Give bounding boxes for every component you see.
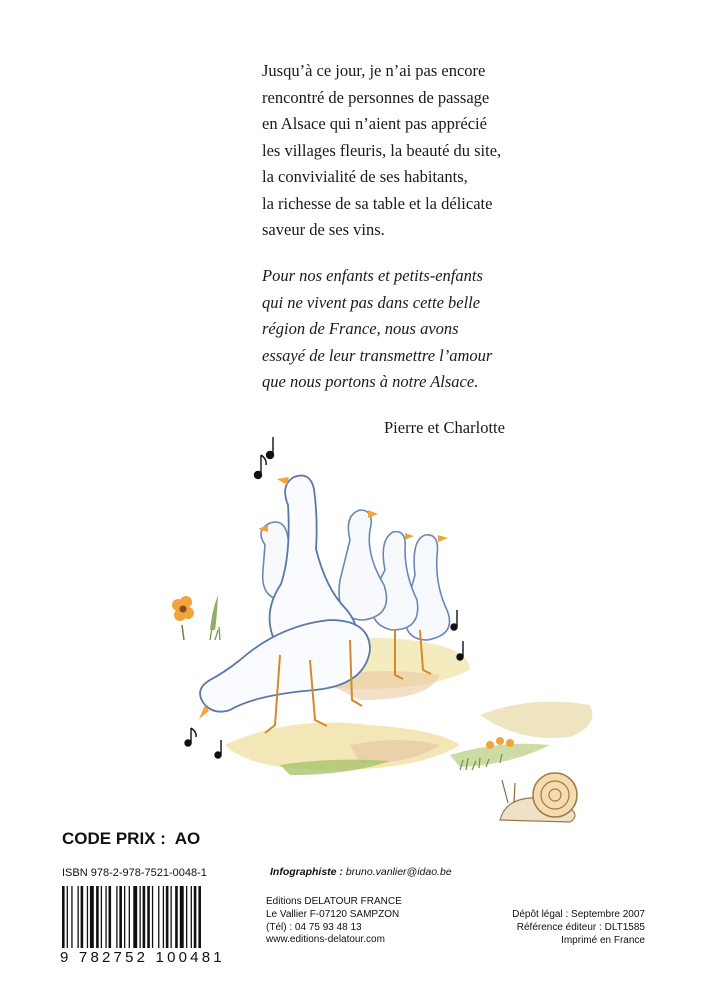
dedication-line: Pour nos enfants et petits-enfants [262, 266, 483, 285]
dedication-line: qui ne vivent pas dans cette belle [262, 292, 481, 312]
dedication-line: essayé de leur transmettre l’amour [262, 345, 493, 365]
poem-line: saveur de ses vins. [262, 220, 385, 239]
barcode-icon [60, 886, 248, 948]
poem-line: rencontré de personnes de passage [262, 87, 490, 107]
dedication-line: que nous portons à notre Alsace. [262, 372, 479, 391]
infographiste-email[interactable]: bruno.vanlier@idao.be [345, 866, 452, 878]
poem-line: la richesse de sa table et la délicate [262, 193, 493, 213]
isbn: ISBN 978-2-978-7521-0048-1 [62, 867, 207, 879]
legal-deposit: Dépôt légal : Septembre 2007 [512, 909, 645, 920]
price-label: CODE PRIX : [62, 829, 166, 848]
infographiste-credit [270, 866, 452, 878]
publisher-phone: (Tél) : 04 75 93 48 13 [266, 921, 362, 933]
poem-text [262, 58, 562, 244]
dedication-line: région de France, nous avons [262, 319, 459, 338]
printed-in: Imprimé en France [561, 934, 645, 946]
publisher-reference: Référence éditeur : DLT1585 [516, 921, 645, 933]
barcode-digits: 9 782752 100481 [60, 949, 225, 966]
geese-snail-illustration [170, 425, 610, 835]
publisher-name: Editions DELATOUR FRANCE [266, 896, 402, 907]
publisher-info [266, 896, 402, 947]
price-value: AO [174, 829, 201, 848]
legal-info [512, 909, 645, 947]
price-code [62, 829, 200, 849]
signature: Pierre et Charlotte [384, 418, 505, 437]
poem-line: la convivialité de ses habitants, [262, 167, 468, 186]
poem-line: en Alsace qui n’aient pas apprécié [262, 114, 487, 133]
poem-line: Jusqu’à ce jour, je n’ai pas encore [262, 61, 486, 80]
publisher-website[interactable]: www.editions-delatour.com [266, 934, 385, 946]
poem-line: les villages fleuris, la beauté du site, [262, 140, 502, 160]
publisher-address: Le Vallier F-07120 SAMPZON [266, 908, 400, 920]
dedication-text [262, 263, 562, 396]
infographiste-label: Infographiste : [270, 866, 343, 878]
